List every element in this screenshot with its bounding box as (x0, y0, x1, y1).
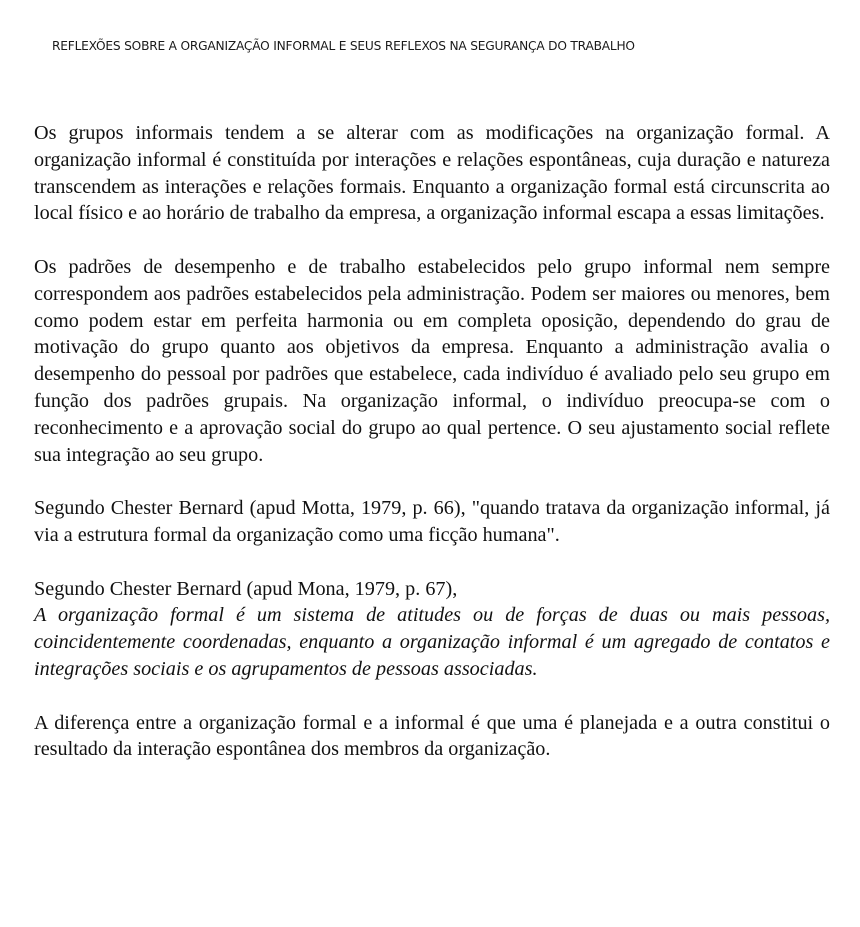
document-body (34, 120, 830, 763)
quote-intro: Segundo Chester Bernard (apud Mona, 1979, p. 67), (34, 577, 458, 600)
paragraph-bernard-motta: Segundo Chester Bernard (apud Motta, 1979, p. 66), "quando tratava da organização informal, já via a estrutura formal da organização como uma ficção humana". (34, 497, 830, 546)
paragraph-performance-standards: Os padrões de desempenho e de trabalho estabelecidos pelo grupo informal nem sempre correspondem aos padrões estabelecidos pela administração. Podem ser maiores ou menores, bem como podem estar em perfeita harmonia ou em completa oposição, dependendo do grau de motivação do grupo quanto aos objetivos da empresa. Enquanto a administração avalia o desempenho do pessoal por padrões que estabelece, cada indivíduo é avaliado pelo seu grupo em função dos padrões grupais. Na organização informal, o indivíduo preocupa-se com o reconhecimento e a aprovação social do grupo ao qual pertence. O seu ajustamento social reflete sua integração ao seu grupo. (34, 255, 830, 466)
paragraph-informal-groups: Os grupos informais tendem a se alterar com as modificações na organização formal. A organização informal é constituída por interações e relações espontâneas, cuja duração e natureza transcendem as interações e relações formais. Enquanto a organização formal está circunscrita ao local físico e ao horário de trabalho da empresa, a organização informal escapa a essas limitações. (34, 122, 830, 225)
paragraph-closing: A diferença entre a organização formal e a informal é que uma é planejada e a outra constitui o resultado da interação espontânea dos membros da organização. (34, 711, 830, 761)
running-header: REFLEXÕES SOBRE A ORGANIZAÇÃO INFORMAL E SEUS REFLEXOS NA SEGURANÇA DO TRABALHO (52, 39, 635, 53)
block-quote: A organização formal é um sistema de atitudes ou de forças de duas ou mais pessoas, coincidentemente coordenadas, enquanto a organização informal é um agregado de contatos e integrações sociais e os agrupamentos de pessoas associadas. (34, 604, 830, 680)
